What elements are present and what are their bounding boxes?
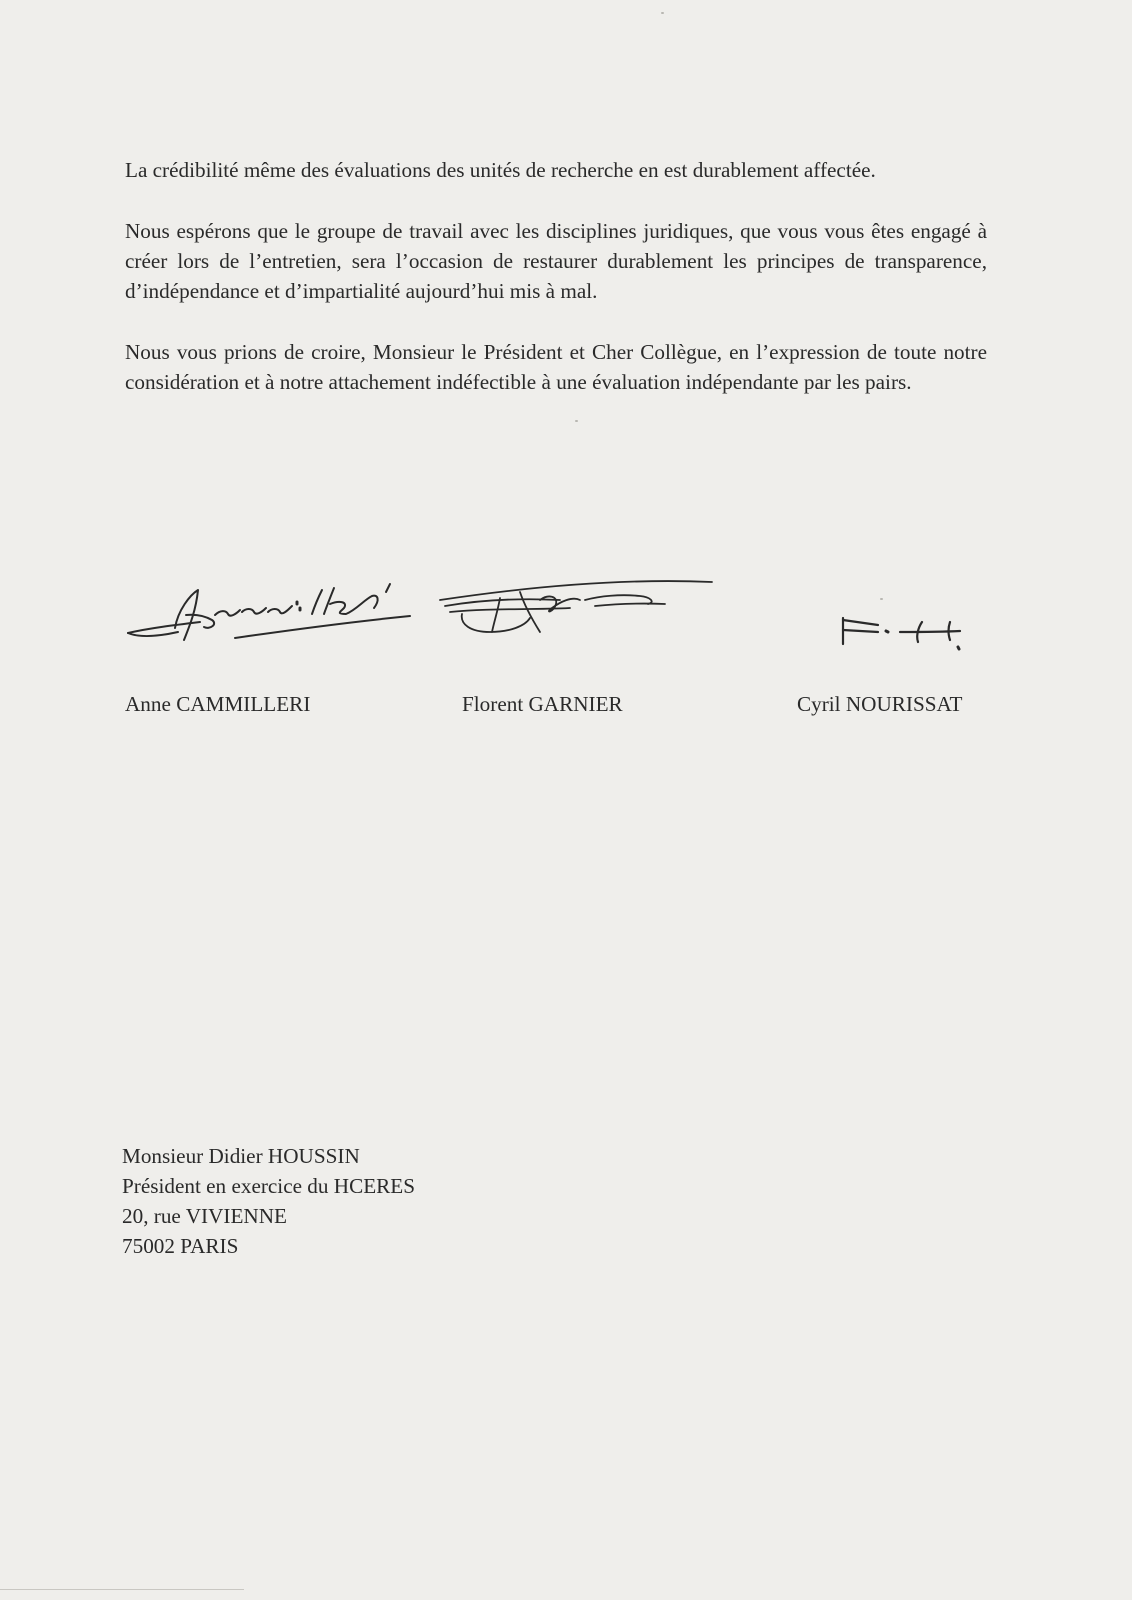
signatures-drawing (0, 570, 1132, 680)
signatures-area (0, 570, 1132, 680)
signatory-name-garnier: Florent GARNIER (462, 692, 623, 716)
recipient-address (122, 1141, 415, 1261)
paper-speck (575, 420, 578, 422)
recipient-title: Président en exercice du HCERES (122, 1174, 416, 1198)
signatory-name-cammilleri: Anne CAMMILLERI (125, 692, 311, 716)
recipient-city: 75002 PARIS (122, 1234, 239, 1258)
recipient-street: 20, rue VIVIENNE (122, 1204, 287, 1228)
bottom-divider (0, 1589, 244, 1590)
signature-cammilleri (128, 584, 410, 640)
recipient-name: Monsieur Didier HOUSSIN (122, 1144, 360, 1168)
paper-speck (661, 12, 664, 14)
signatory-name-nourissat: Cyril NOURISSAT (797, 692, 963, 716)
letter-paragraph-1: La crédibilité même des évaluations des unités de recherche en est durablement affectée. (125, 158, 876, 182)
letter-paragraph-3: Nous vous prions de croire, Monsieur le Président et Cher Collègue, en l’expression de toute notre considération et à notre attachement indéfectible à une évaluation indépendante par les pairs. (125, 340, 987, 394)
letter-paragraph-2: Nous espérons que le groupe de travail avec les disciplines juridiques, que vous vous êtes engagé à créer lors de l’entretien, sera l’occasion de restaurer durablement les principes de transparence, d’indépendance et d’impartialité aujourd’hui mis à mal. (125, 219, 987, 303)
signature-garnier (440, 581, 712, 632)
signature-nourissat (843, 618, 960, 649)
